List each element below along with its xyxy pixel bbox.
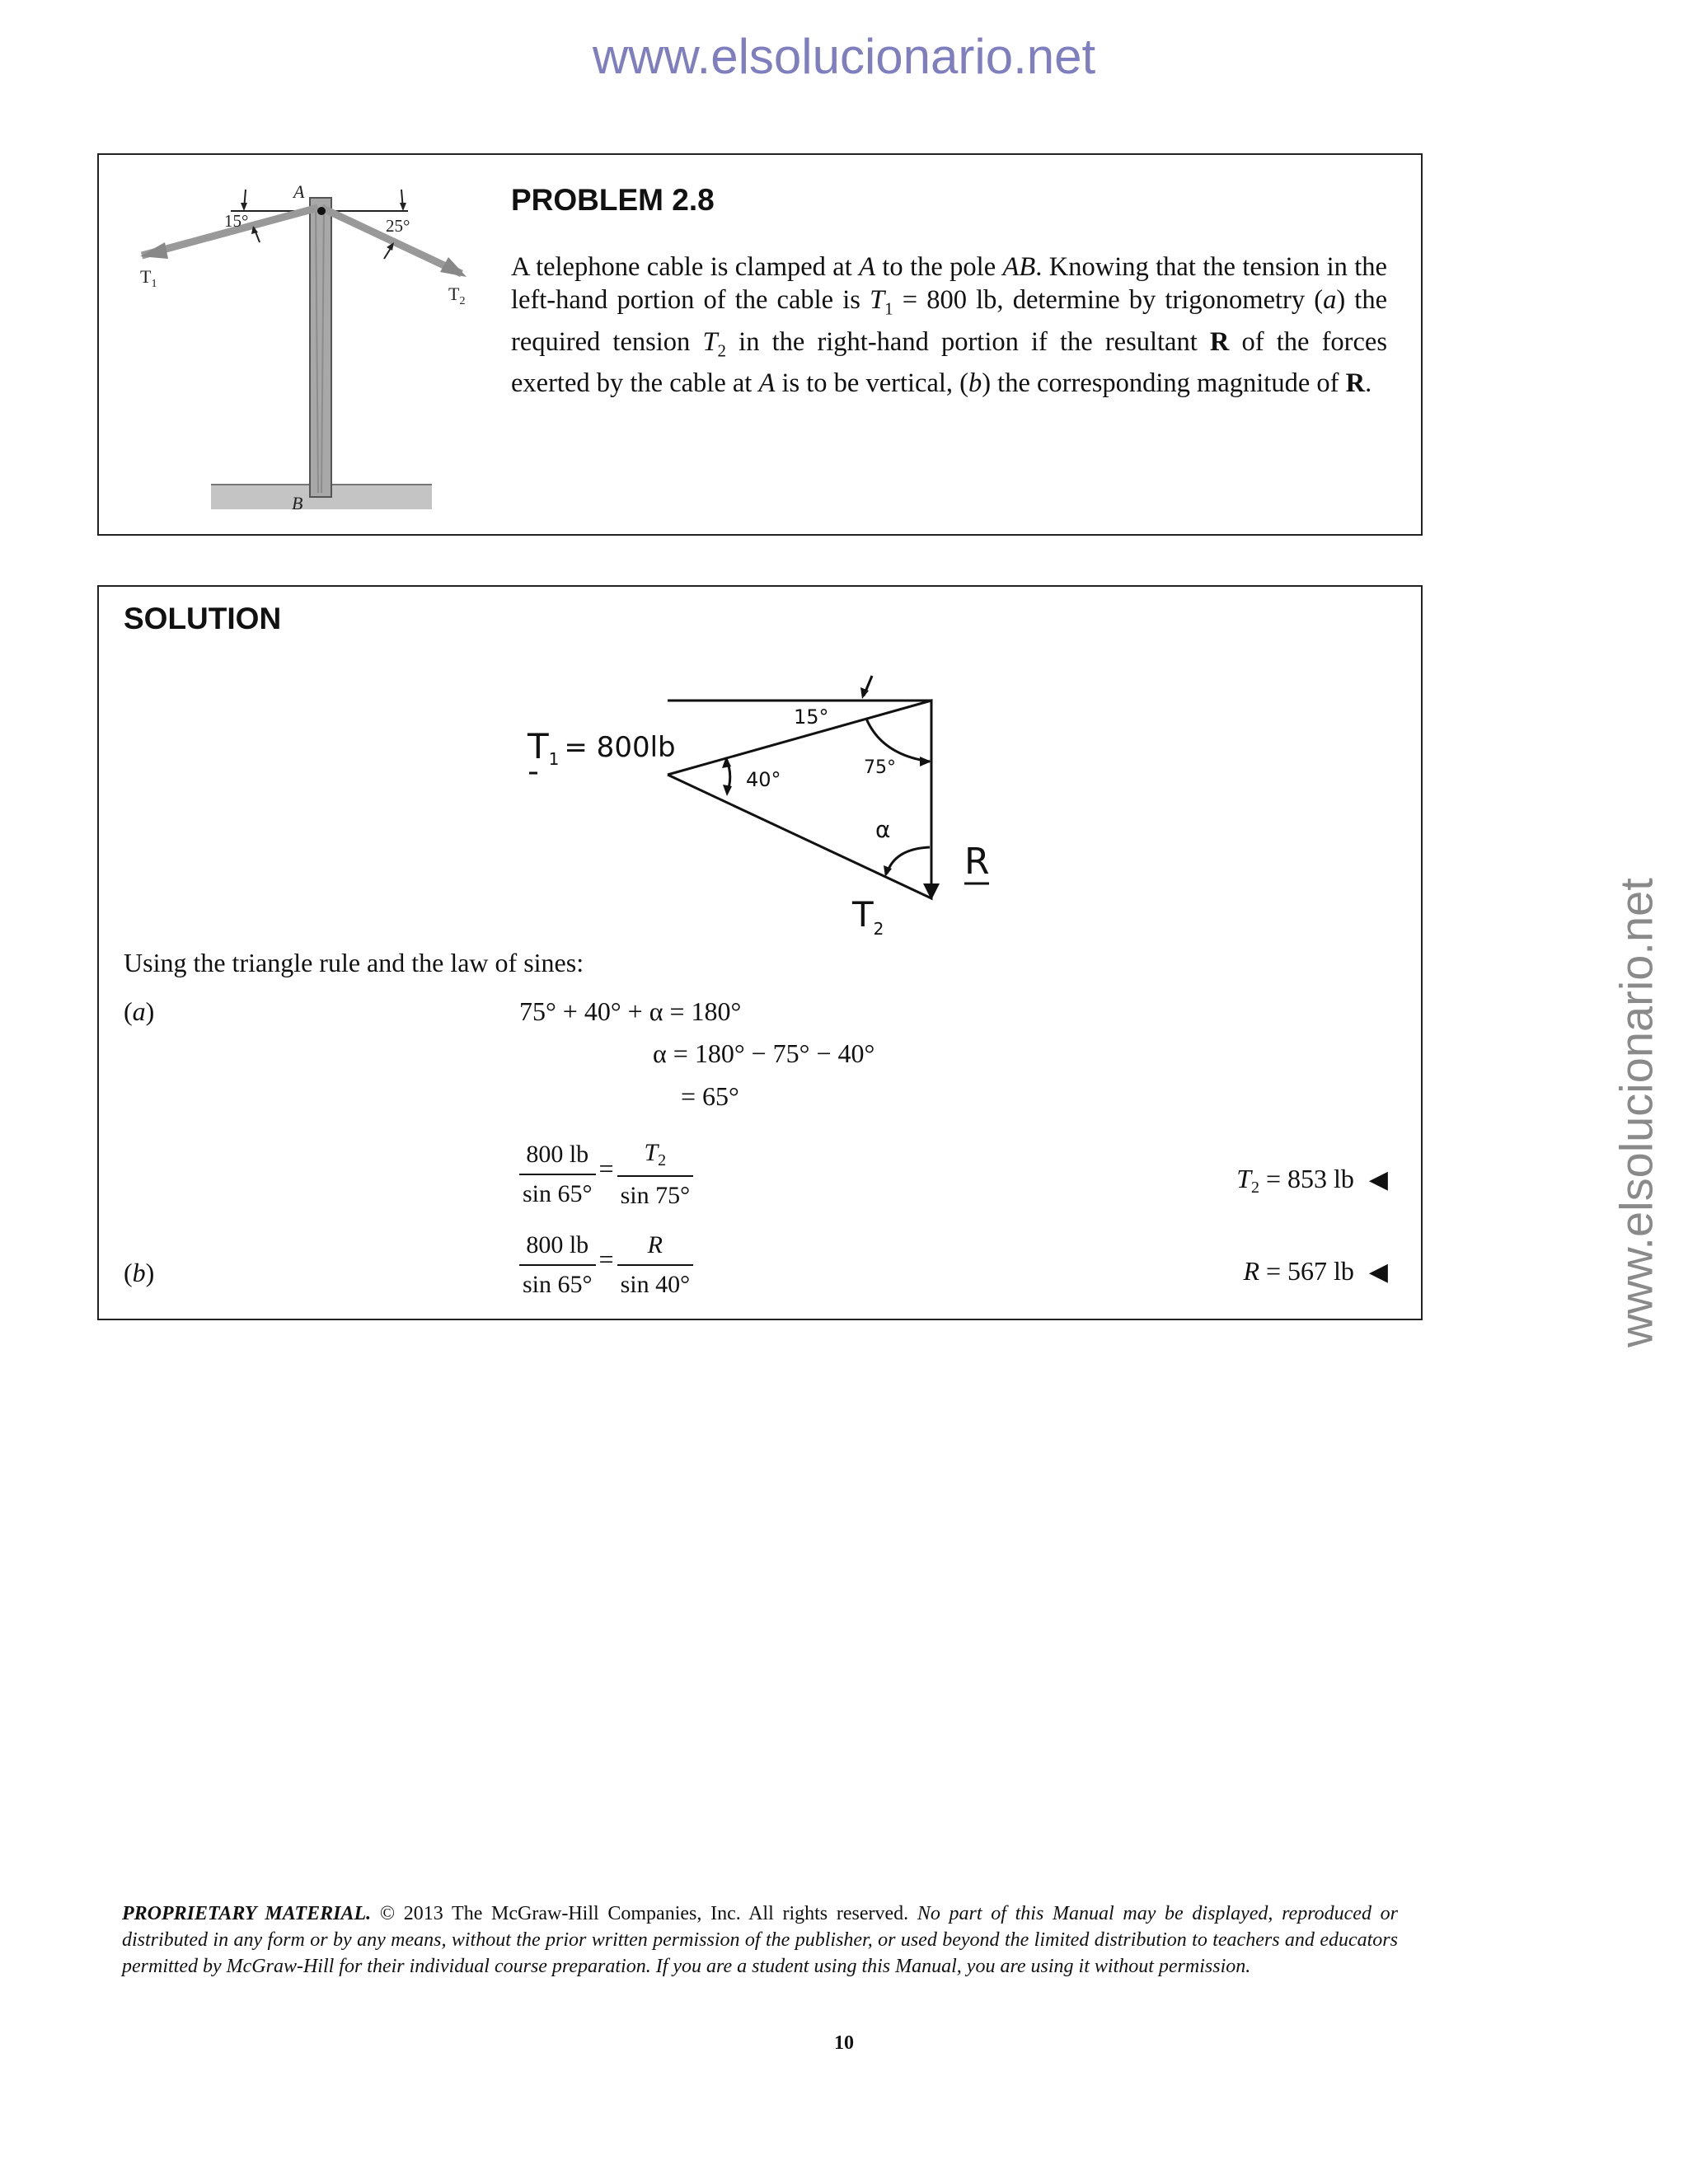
sketch-angle-left: 40° — [746, 768, 781, 791]
pole-cable-figure — [99, 155, 478, 534]
answer-marker-icon: ◀ — [1368, 1258, 1388, 1286]
sketch-angle-right: 75° — [864, 757, 896, 778]
arrow-t2 — [440, 257, 467, 277]
problem-title: PROBLEM 2.8 — [511, 183, 715, 217]
part-a-label: (a) — [124, 996, 155, 1026]
pole — [310, 198, 331, 497]
page-number: 10 — [834, 2032, 854, 2054]
label-B: B — [292, 493, 303, 513]
angle-left-label: 15° — [224, 211, 249, 231]
law-of-sines-2: $\frac{800 lb}{\sin 65^\circ}$ = $\frac{R}{\sin 40^\circ}$ — [519, 1231, 693, 1299]
angle-right-label: 25° — [386, 216, 410, 236]
answer-b: R = 567 lb ◀ — [1243, 1256, 1388, 1286]
answer-a: $T_2 = 853$ lb ◀ — [1236, 1164, 1388, 1197]
copyright-notice: PROPRIETARY MATERIAL. © 2013 The McGraw-Hill Companies, Inc. All rights reserved. No part of this Manual may be displayed, reproduced or distributed in any form or by any means, without the prior written permission of the publisher, or used beyond the limited distribution to teachers and educators permitted by McGraw-Hill for their individual course preparation. If you are a student using this Manual, you are using it without permission. — [122, 1903, 1398, 1977]
solution-box — [97, 585, 1423, 1320]
answer-marker-icon: ◀ — [1368, 1165, 1388, 1194]
label-A: A — [293, 181, 305, 202]
label-T2: $T_2$ — [448, 284, 466, 307]
watermark-top: www.elsolucionario.net — [592, 29, 1096, 84]
equation-3: = 65° — [681, 1081, 739, 1111]
watermark-side: www.elsolucionario.net — [1610, 878, 1662, 1347]
equation-2: α = 180° − 75° − 40° — [653, 1038, 875, 1068]
solution-title: SOLUTION — [124, 602, 282, 635]
label-T1: $T_1$ — [140, 266, 157, 290]
clamp-A — [317, 207, 326, 215]
sketch-t2-label: $T_2$ — [852, 894, 884, 939]
sketch-r-label: R — [964, 841, 990, 883]
sketch-alpha: α — [875, 816, 891, 843]
problem-box — [97, 153, 1423, 536]
arrow-t1 — [140, 242, 168, 259]
sketch-t1-label: T1 $^{= 800lb}$ — [528, 726, 676, 769]
part-b-label: (b) — [124, 1258, 155, 1287]
equation-1: 75° + 40° + α = 180° — [519, 996, 742, 1026]
problem-statement: A telephone cable is clamped at A to the pole AB. Knowing that the tension in the left-hand portion of the cable is $T_1 = 800$ lb, determine by trigonometry (a) the required tension $T_2$ in the right-hand portion if the resultant R of the forces exerted by the cable at A is to be vertical, (b) the corresponding magnitude of R. — [511, 252, 1387, 398]
sketch-angle-top: 15° — [794, 705, 829, 729]
law-of-sines-1: $\frac{800 lb}{\sin 65^\circ}$ = $\frac{T_2}{\sin 75^\circ}$ — [519, 1139, 693, 1210]
solution-intro: Using the triangle rule and the law of sines: — [124, 948, 584, 977]
arrow-r — [923, 883, 940, 900]
force-triangle-sketch — [99, 587, 990, 939]
